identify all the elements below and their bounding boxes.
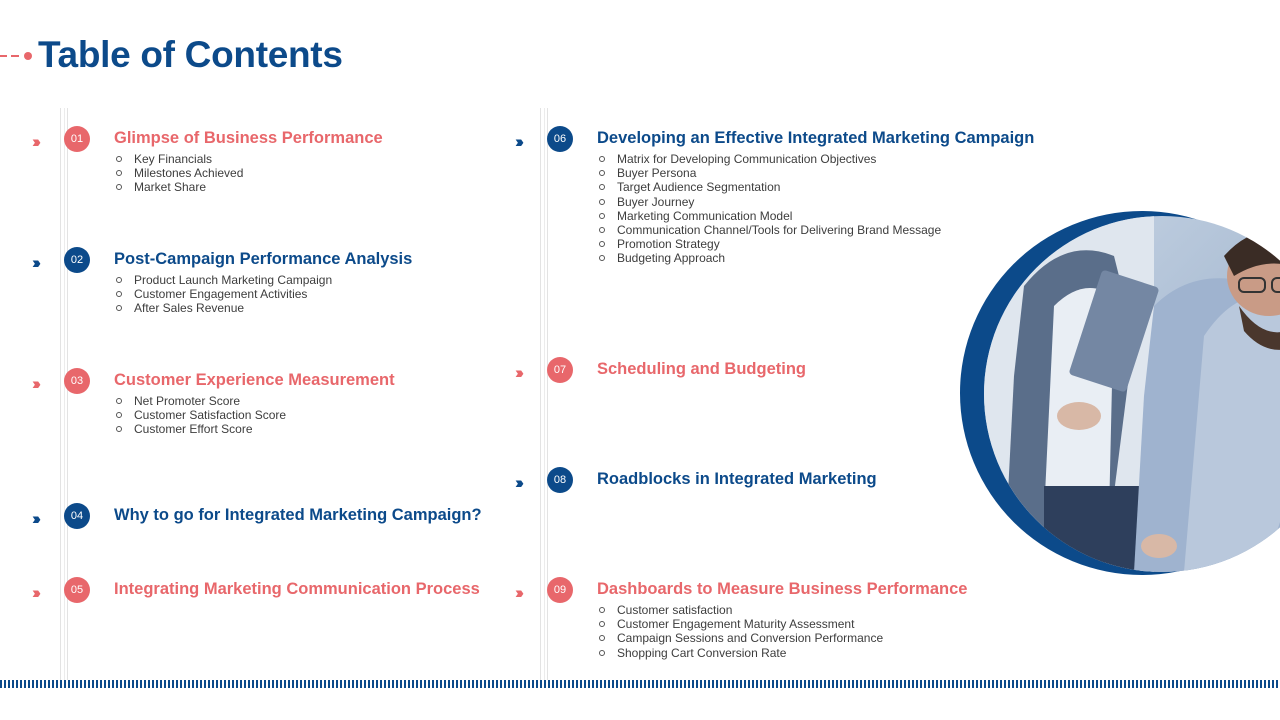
sub-topic-list [116, 152, 243, 195]
sub-topic: After Sales Revenue [116, 301, 332, 315]
sub-topic-list [599, 603, 883, 660]
item-heading[interactable]: Why to go for Integrated Marketing Campaign? [114, 506, 482, 524]
sub-topic: Campaign Sessions and Conversion Performance [599, 631, 883, 645]
sub-topic: Product Launch Marketing Campaign [116, 273, 332, 287]
item-number-badge: 01 [64, 126, 90, 152]
sub-topic: Net Promoter Score [116, 394, 286, 408]
page-title: Table of Contents [38, 34, 343, 75]
item-number-badge: 04 [64, 503, 90, 529]
item-heading[interactable]: Glimpse of Business Performance [114, 129, 383, 147]
sub-topic: Buyer Journey [599, 195, 941, 209]
sub-topic: Customer satisfaction [599, 603, 883, 617]
item-number-badge: 05 [64, 577, 90, 603]
item-heading[interactable]: Post-Campaign Performance Analysis [114, 250, 413, 268]
sub-topic: Customer Effort Score [116, 422, 286, 436]
sub-topic-list [599, 152, 941, 266]
sub-topic-list [116, 273, 332, 316]
sub-topic-list [116, 394, 286, 437]
item-heading[interactable]: Roadblocks in Integrated Marketing [597, 470, 877, 488]
item-heading[interactable]: Developing an Effective Integrated Marketing Campaign [597, 129, 1035, 147]
item-number-badge: 02 [64, 247, 90, 273]
sub-topic: Milestones Achieved [116, 166, 243, 180]
chevron-right-icon: ››› [32, 253, 37, 272]
sub-topic: Customer Engagement Maturity Assessment [599, 617, 883, 631]
sub-topic: Target Audience Segmentation [599, 180, 941, 194]
sub-topic: Marketing Communication Model [599, 209, 941, 223]
sub-topic: Key Financials [116, 152, 243, 166]
item-heading[interactable]: Integrating Marketing Communication Process [114, 580, 480, 598]
chevron-right-icon: ››› [32, 132, 37, 151]
title-decoration [0, 55, 36, 59]
sub-topic: Promotion Strategy [599, 237, 941, 251]
sub-topic: Matrix for Developing Communication Objectives [599, 152, 941, 166]
sub-topic: Communication Channel/Tools for Delivering Brand Message [599, 223, 941, 237]
sub-topic: Buyer Persona [599, 166, 941, 180]
item-number-badge: 09 [547, 577, 573, 603]
chevron-right-icon: ››› [32, 509, 37, 528]
sub-topic: Budgeting Approach [599, 251, 941, 265]
chevron-right-icon: ››› [515, 583, 520, 602]
item-number-badge: 08 [547, 467, 573, 493]
item-number-badge: 06 [547, 126, 573, 152]
item-number-badge: 03 [64, 368, 90, 394]
sub-topic: Shopping Cart Conversion Rate [599, 646, 883, 660]
sub-topic: Market Share [116, 180, 243, 194]
item-heading[interactable]: Dashboards to Measure Business Performance [597, 580, 968, 598]
sub-topic: Customer Engagement Activities [116, 287, 332, 301]
bottom-bar [0, 680, 1280, 688]
chevron-right-icon: ››› [515, 363, 520, 382]
item-heading[interactable]: Scheduling and Budgeting [597, 360, 806, 378]
chevron-right-icon: ››› [32, 583, 37, 602]
sub-topic: Customer Satisfaction Score [116, 408, 286, 422]
chevron-right-icon: ››› [32, 374, 37, 393]
item-number-badge: 07 [547, 357, 573, 383]
item-heading[interactable]: Customer Experience Measurement [114, 371, 395, 389]
chevron-right-icon: ››› [515, 132, 520, 151]
chevron-right-icon: ››› [515, 473, 520, 492]
